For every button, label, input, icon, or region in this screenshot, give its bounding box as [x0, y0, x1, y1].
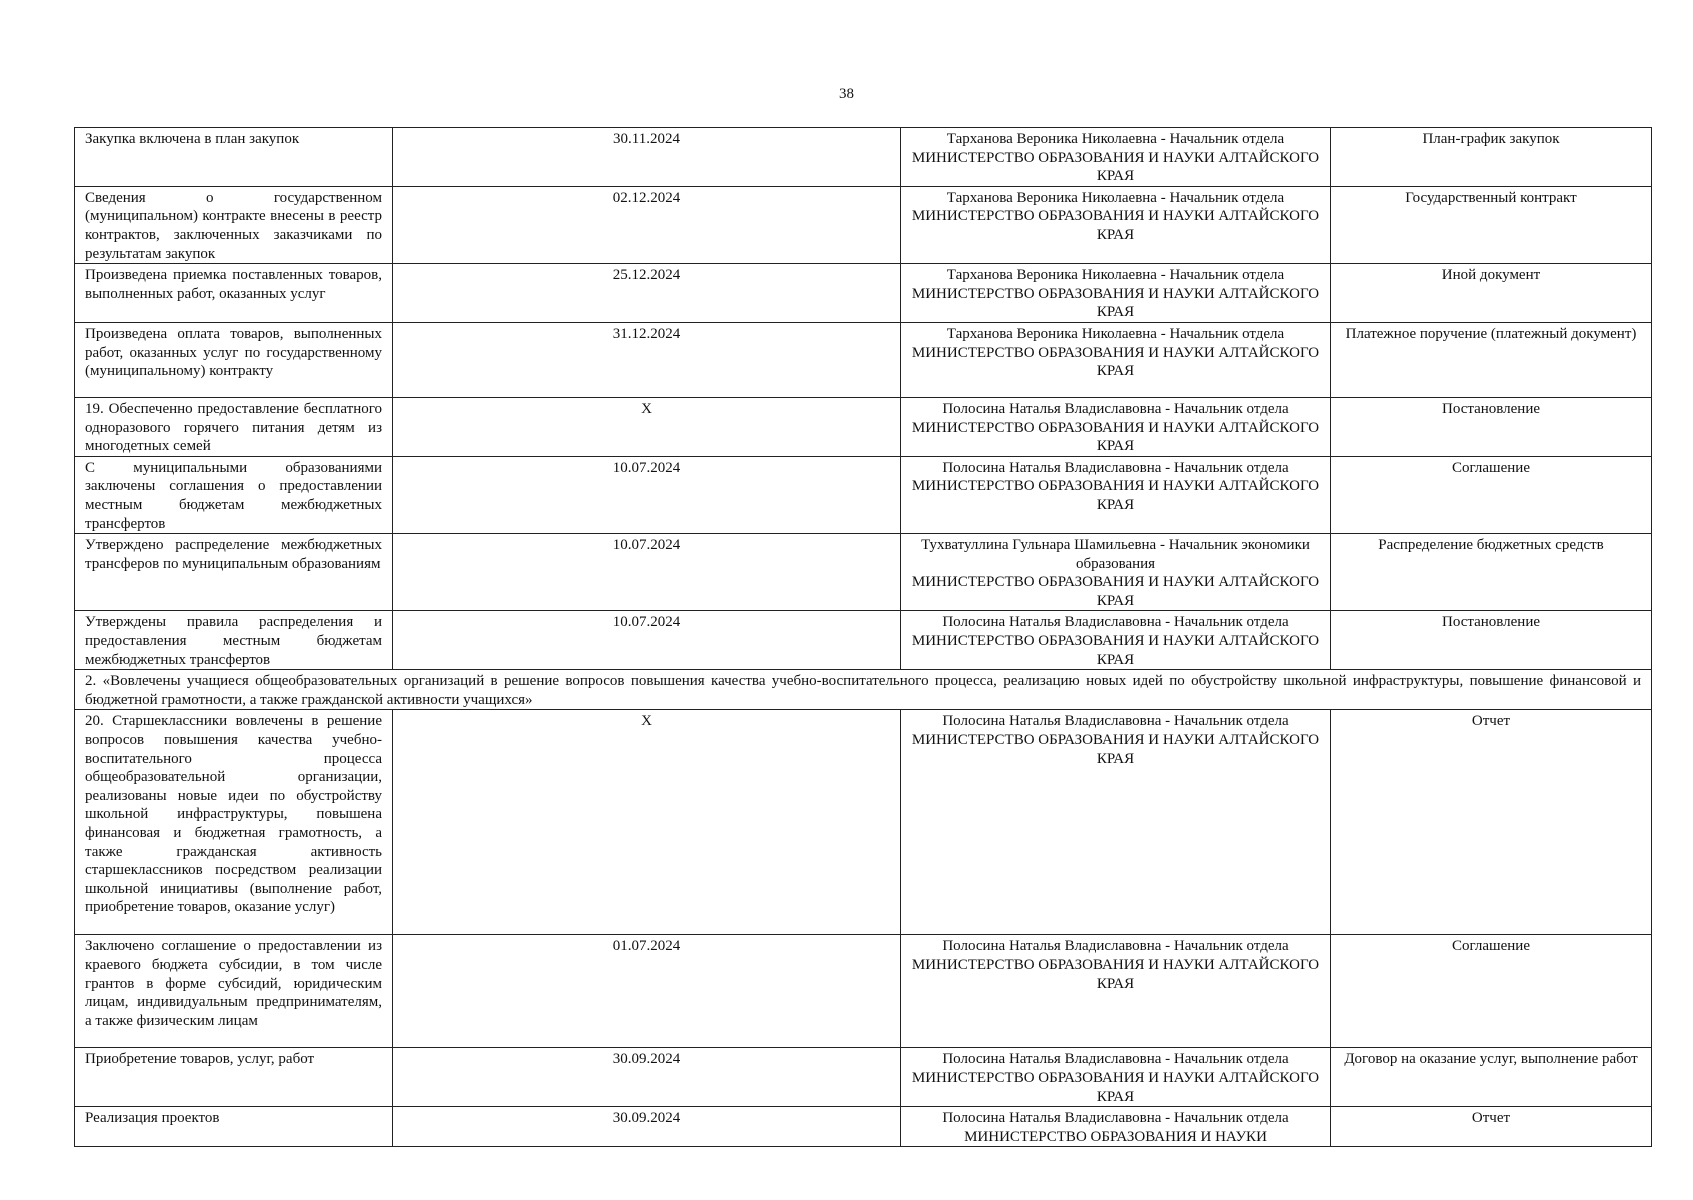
date-cell: 30.09.2024 [393, 1048, 901, 1107]
table-row [75, 322, 1652, 397]
section-row [75, 670, 1652, 710]
date-cell: 31.12.2024 [393, 322, 901, 397]
department-name: МИНИСТЕРСТВО ОБРАЗОВАНИЯ И НАУКИ АЛТАЙСКОГО КРАЯ [911, 633, 1320, 668]
date-cell: 10.07.2024 [393, 534, 901, 611]
plan-table [74, 127, 1652, 1147]
document-cell: Отчет [1331, 710, 1652, 935]
department-name: МИНИСТЕРСТВО ОБРАЗОВАНИЯ И НАУКИ АЛТАЙСКОГО КРАЯ [911, 1070, 1320, 1105]
responsible-cell [901, 322, 1331, 397]
event-cell: Утверждено распределение межбюджетных трансферов по муниципальным образованиям [75, 534, 393, 611]
responsible-name: Полосина Наталья Владиславовна - Начальник отдела [942, 713, 1289, 730]
department-name: МИНИСТЕРСТВО ОБРАЗОВАНИЯ И НАУКИ АЛТАЙСКОГО КРАЯ [911, 574, 1320, 609]
date-cell: 10.07.2024 [393, 611, 901, 670]
event-cell: Приобретение товаров, услуг, работ [75, 1048, 393, 1107]
event-cell: Утверждены правила распределения и предоставления местным бюджетам межбюджетных трансфертов [75, 611, 393, 670]
table-row [75, 935, 1652, 1048]
responsible-name: Полосина Наталья Владиславовна - Начальник отдела [942, 614, 1289, 631]
document-cell: План-график закупок [1331, 128, 1652, 187]
department-name: МИНИСТЕРСТВО ОБРАЗОВАНИЯ И НАУКИ АЛТАЙСКОГО КРАЯ [911, 208, 1320, 243]
responsible-cell [901, 1048, 1331, 1107]
section-heading: 2. «Вовлечены учащиеся общеобразовательных организаций в решение вопросов повышения качества учебно-воспитательного процесса, реализацию новых идей по обустройству школьной инфраструктуры, повышение финансовой и бюджетной грамотности, а также гражданской активности учащихся» [75, 670, 1652, 710]
table-row [75, 456, 1652, 533]
responsible-cell [901, 397, 1331, 456]
table-row [75, 264, 1652, 323]
event-cell: Произведена приемка поставленных товаров, выполненных работ, оказанных услуг [75, 264, 393, 323]
department-name: МИНИСТЕРСТВО ОБРАЗОВАНИЯ И НАУКИ АЛТАЙСКОГО КРАЯ [911, 149, 1320, 185]
table-row [75, 1107, 1652, 1147]
table-row [75, 611, 1652, 670]
date-cell: 30.11.2024 [393, 128, 901, 187]
date-cell: 30.09.2024 [393, 1107, 901, 1147]
document-cell: Соглашение [1331, 456, 1652, 533]
responsible-cell [901, 1107, 1331, 1147]
event-cell: Произведена оплата товаров, выполненных работ, оказанных услуг по государственному (муниципальному) контракту [75, 322, 393, 397]
table-row [75, 128, 1652, 187]
department-name: МИНИСТЕРСТВО ОБРАЗОВАНИЯ И НАУКИ АЛТАЙСКОГО КРАЯ [911, 478, 1320, 513]
responsible-cell [901, 710, 1331, 935]
document-cell: Договор на оказание услуг, выполнение работ [1331, 1048, 1652, 1107]
responsible-cell [901, 264, 1331, 323]
event-cell: Заключено соглашение о предоставлении из краевого бюджета субсидии, в том числе грантов в форме субсидий, юридическим лицам, индивидуальным предпринимателям, а также физическим лицам [75, 935, 393, 1048]
date-cell: 01.07.2024 [393, 935, 901, 1048]
responsible-cell [901, 128, 1331, 187]
responsible-cell [901, 186, 1331, 263]
date-cell: 25.12.2024 [393, 264, 901, 323]
date-cell: 02.12.2024 [393, 186, 901, 263]
responsible-name: Тарханова Вероника Николаевна - Начальник отдела [946, 189, 1285, 206]
date-cell: X [393, 397, 901, 456]
responsible-name: Полосина Наталья Владиславовна - Начальник отдела [942, 1051, 1289, 1068]
document-cell: Платежное поручение (платежный документ) [1331, 322, 1652, 397]
responsible-name: Тухватуллина Гульнара Шамильевна - Начальник экономики образования [921, 537, 1310, 572]
document-cell: Иной документ [1331, 264, 1652, 323]
table-row [75, 1048, 1652, 1107]
department-name: МИНИСТЕРСТВО ОБРАЗОВАНИЯ И НАУКИ АЛТАЙСКОГО КРАЯ [911, 285, 1320, 321]
document-cell: Постановление [1331, 397, 1652, 456]
responsible-name: Полосина Наталья Владиславовна - Начальник отдела [942, 938, 1289, 955]
date-cell: X [393, 710, 901, 935]
document-cell: Соглашение [1331, 935, 1652, 1048]
department-name: МИНИСТЕРСТВО ОБРАЗОВАНИЯ И НАУКИ АЛТАЙСКОГО КРАЯ [911, 957, 1320, 992]
responsible-name: Полосина Наталья Владиславовна - Начальник отдела [942, 459, 1289, 476]
department-name: МИНИСТЕРСТВО ОБРАЗОВАНИЯ И НАУКИ АЛТАЙСКОГО КРАЯ [911, 419, 1320, 455]
document-cell: Распределение бюджетных средств [1331, 534, 1652, 611]
responsible-name: Тарханова Вероника Николаевна - Начальник отдела [946, 131, 1285, 147]
responsible-cell [901, 935, 1331, 1048]
responsible-name: Тарханова Вероника Николаевна - Начальник отдела [946, 267, 1285, 284]
document-cell: Государственный контракт [1331, 186, 1652, 263]
responsible-cell [901, 456, 1331, 533]
event-cell: Реализация проектов [75, 1107, 393, 1147]
page-number: 38 [839, 86, 854, 102]
date-cell: 10.07.2024 [393, 456, 901, 533]
responsible-name: Тарханова Вероника Николаевна - Начальник отдела [946, 325, 1285, 342]
table-row [75, 186, 1652, 263]
event-cell: 20. Старшеклассники вовлечены в решение вопросов повышения качества учебно-воспитательного процесса общеобразовательной организации, реализованы новые идеи по обустройству школьной инфраструктуры, повышена финансовая и бюджетная грамотность, а также гражданская активность старшеклассников посредством реализации школьной инициативы (выполнение работ, приобретение товаров, оказание услуг) [75, 710, 393, 935]
document-cell: Постановление [1331, 611, 1652, 670]
responsible-name: Полосина Наталья Владиславовна - Начальник отдела [942, 1110, 1289, 1127]
table-row [75, 397, 1652, 456]
department-name: МИНИСТЕРСТВО ОБРАЗОВАНИЯ И НАУКИ АЛТАЙСКОГО КРАЯ [911, 732, 1320, 767]
responsible-name: Полосина Наталья Владиславовна - Начальник отдела [942, 400, 1289, 417]
department-name: МИНИСТЕРСТВО ОБРАЗОВАНИЯ И НАУКИ АЛТАЙСКОГО КРАЯ [911, 344, 1320, 380]
responsible-cell [901, 534, 1331, 611]
event-cell: 19. Обеспеченно предоставление бесплатного одноразового горячего питания детям из многодетных семей [75, 397, 393, 456]
responsible-cell [901, 611, 1331, 670]
event-cell: Сведения о государственном (муниципальном) контракте внесены в реестр контрактов, заключенных заказчиками по результатам закупок [75, 186, 393, 263]
document-cell: Отчет [1331, 1107, 1652, 1147]
table-row [75, 710, 1652, 935]
event-cell: Закупка включена в план закупок [75, 128, 393, 187]
event-cell: С муниципальными образованиями заключены соглашения о предоставлении местным бюджетам межбюджетных трансфертов [75, 456, 393, 533]
department-name: МИНИСТЕРСТВО ОБРАЗОВАНИЯ И НАУКИ [964, 1128, 1267, 1145]
table-row [75, 534, 1652, 611]
